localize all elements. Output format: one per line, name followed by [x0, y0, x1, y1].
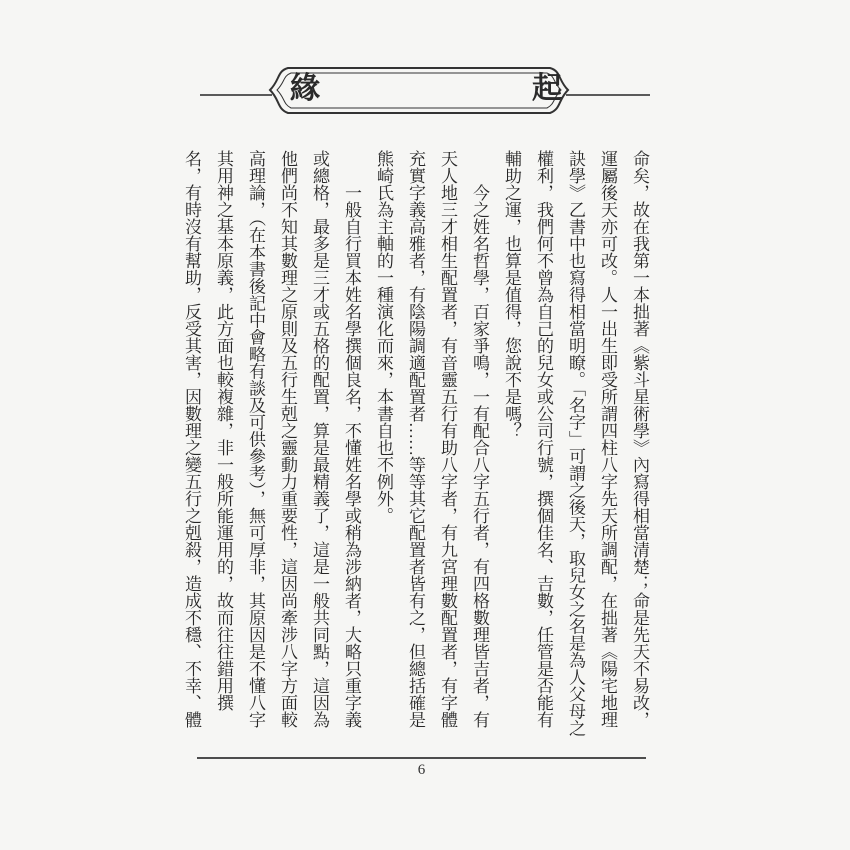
page-number: 6	[417, 762, 426, 778]
paragraph-1: 命矣，故在我第一本拙著《紫斗星術學》內寫得相當清楚；命是先天不易改，運屬後天亦可改。人一出生即受所謂四柱八字先天所調配，在拙著《陽宅地理訣學》乙書中也寫得相當明瞭。「名字」可謂之後天，取兒女之名是為人父母之權利，我們何不曾為自己的兒女或公司行號，撰個佳名、吉數，任管是否能有輔助之運，也算是值得，您說不是嗎？	[502, 150, 649, 737]
header-banner	[0, 0, 850, 150]
paragraph-2: 今之姓名哲學，百家爭鳴，一有配合八字五行者，有四格數理皆吉者，有天人地三才相生配置者，有音靈五行有助八字者，有九宮理數配置者，有字體充實字義高雅者，有陰陽調適配置者……等等其它配置者皆有之，但總括確是熊崎氏為主軸的一種演化而來，本書自也不例外。	[374, 150, 489, 728]
paragraph-3: 一般自行買本姓名學撰個良名，不懂姓名學或稍為涉納者，大略只重字義或總格，最多是三才或五格的配置，算是最精義了，這是一般共同點，這因為他們尚不知其數理之原則及五行生剋之靈動力重要性，這因尚牽涉八字方面較高理論，（在本書後記中會略有談及可供參考），無可厚非，其原因是不懂八字其用神之基本原義，此方面也較複雜，非一般所能運用的，故而往往錯用撰名，有時沒有幫助，反受其害，因數理之變五行之剋殺，造成不穩、不幸、體	[182, 150, 361, 728]
body-text	[175, 150, 655, 742]
header-title-char-right: 起	[532, 72, 562, 105]
footer-rule	[197, 757, 646, 779]
header-title-char-left: 緣	[290, 72, 320, 105]
